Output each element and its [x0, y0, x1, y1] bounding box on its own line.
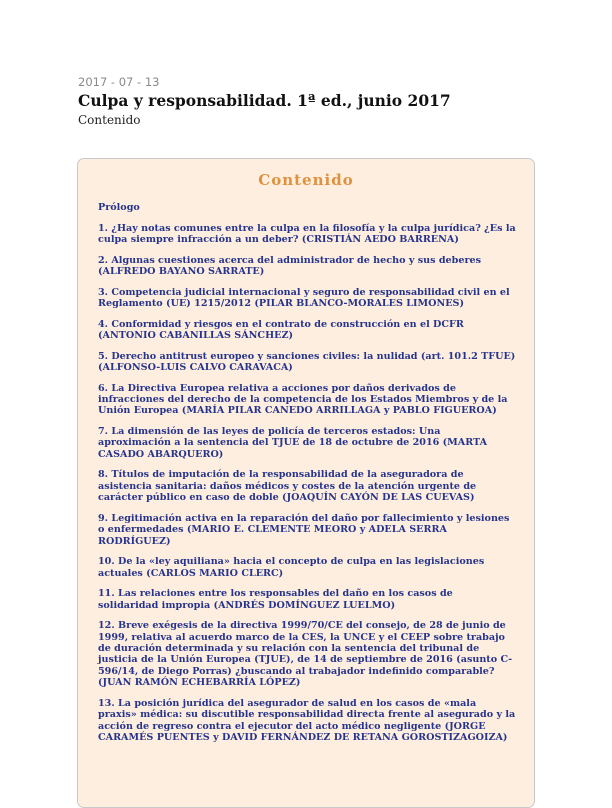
toc-item-3[interactable]: 3. Competencia judicial internacional y seguro de responsabilidad civil en el Reglamento (UE) 1215/2012 (PILAR BLANCO-MORALES LIMONES) [98, 286, 510, 309]
toc-item-7[interactable]: 7. La dimensión de las leyes de policía de terceros estados: Una aproximación a la sentencia del TJUE de 18 de octubre de 2016 (MARTA CASADO ABARQUERO) [98, 426, 488, 460]
toc-item-9[interactable]: 9. Legitimación activa en la reparación del daño por fallecimiento y lesiones o enfermedades (MARIO E. CLEMENTE MEORO y ADELA SERRA RODRÍGUEZ) [98, 512, 510, 547]
contents-box [77, 158, 535, 808]
contents-list [78, 202, 534, 743]
toc-item-6[interactable]: 6. La Directiva Europea relativa a acciones por daños derivados de infracciones del derecho de la competencia de los Estados Miembros y de la Unión Europea (MARÍA PILAR CANEDO ARRILLAGA y PABLO FIGUEROA) [98, 382, 508, 417]
document-date: 2017 - 07 - 13 [78, 75, 160, 89]
toc-item-10[interactable]: 10. De la «ley aquiliana» hacia el concepto de culpa en las legislaciones actuales (CARLOS MARIO CLERC) [98, 556, 485, 579]
toc-item-1[interactable]: 1. ¿Hay notas comunes entre la culpa en la filosofía y la culpa jurídica? ¿Es la culpa siempre infracción a un deber? (CRISTIÁN AEDO BARRENA) [98, 222, 516, 245]
toc-item-12[interactable]: 12. Breve exégesis de la directiva 1999/70/CE del consejo, de 28 de junio de 1999, relativa al acuerdo marco de la CES, la UNCE y el CEEP sobre trabajo de duración determinada y su relación con la sentencia del tribunal de justicia de la Unión Europea (TJUE), de 14 de septiembre de 2016 (asunto C-596/14, de Diego Porras) ¿buscando al trabajador indefinido comparable? (JUAN RAMÓN ECHEBARRÍA LÓPEZ) [98, 620, 513, 689]
toc-item-8[interactable]: 8. Títulos de imputación de la responsabilidad de la aseguradora de asistencia sanitaria: daños médicos y costes de la atención urgente de carácter público en caso de doble (JOAQUÍN CAYÓN DE LAS CUEVAS) [98, 469, 477, 504]
toc-item-prologo[interactable]: Prólogo [98, 202, 140, 213]
toc-item-4[interactable]: 4. Conformidad y riesgos en el contrato de construcción en el DCFR (ANTONIO CABANILLAS SÁNCHEZ) [98, 318, 464, 341]
toc-item-5[interactable]: 5. Derecho antitrust europeo y sanciones civiles: la nulidad (art. 101.2 TFUE) (ALFONSO-LUIS CALVO CARAVACA) [98, 350, 516, 373]
toc-item-2[interactable]: 2. Algunas cuestiones acerca del administrador de hecho y sus deberes (ALFREDO BAYANO SARRATE) [98, 254, 482, 277]
document-title: Culpa y responsabilidad. 1ª ed., junio 2017 [78, 91, 451, 110]
document-header [78, 75, 538, 128]
toc-item-13[interactable]: 13. La posición jurídica del asegurador de salud en los casos de «mala praxis» médica: su discutible responsabilidad directa frente al asegurado y la acción de regreso contra el ejecutor del acto médico negligente (JORGE CARAMÉS PUENTES y DAVID FERNÁNDEZ DE RETANA GOROSTIZAGOIZA) [98, 697, 516, 744]
toc-item-11[interactable]: 11. Las relaciones entre los responsables del daño en los casos de solidaridad impropia (ANDRÉS DOMÍNGUEZ LUELMO) [98, 588, 453, 611]
document-subtitle: Contenido [78, 113, 141, 127]
contents-heading: Contenido [258, 171, 354, 189]
